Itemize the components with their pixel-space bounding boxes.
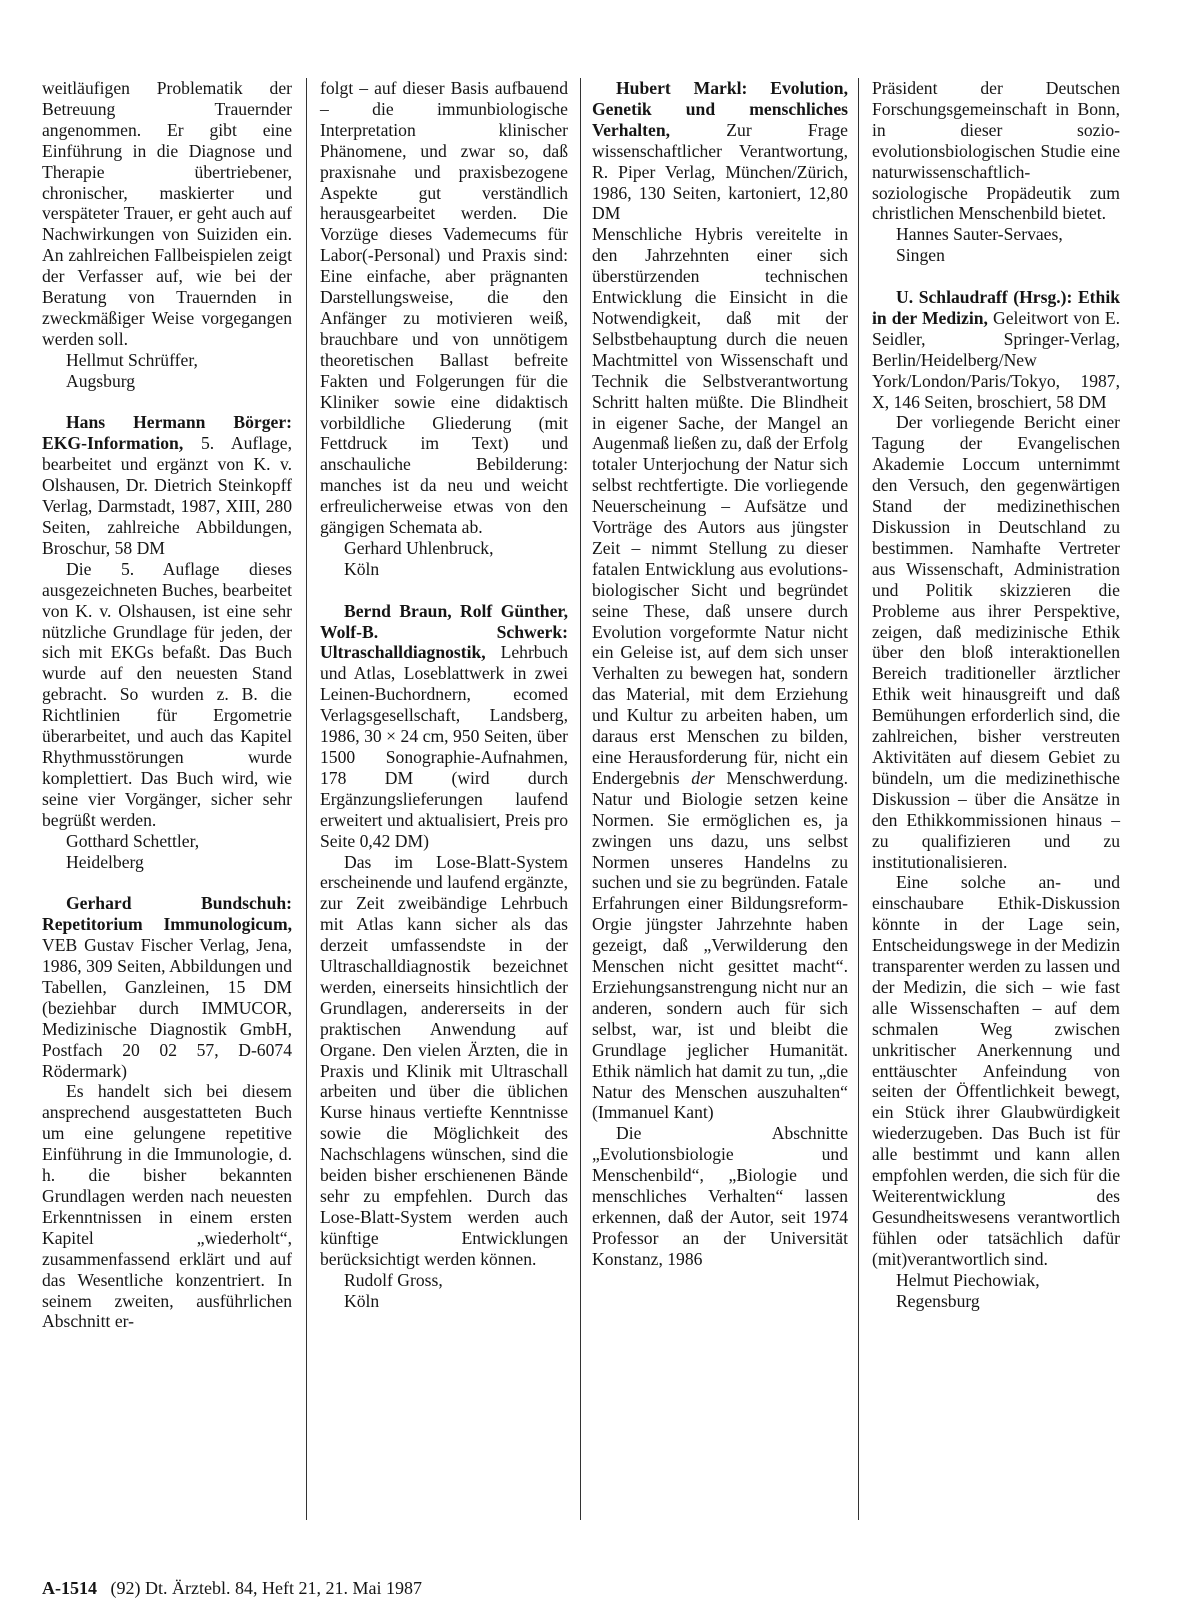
- review-heading: [320, 601, 568, 852]
- reviewer-city: Augsburg: [66, 370, 136, 391]
- book-title: Hans Hermann Börger: EKG-Information,: [42, 412, 292, 454]
- review-text-part: Menschliche Hybris vereitelte in den Jahrzehnten einer sich überstürzenden technischen Entwicklung die Einsicht in die Notwendigkeit, daß mit der Selbstbehauptung durch die neuen Machtmittel von Wissenschaft und Technik die Selbstverantwortung Schritt halten müßte. Die Blindheit in eigener Sache, der Mangel an Augenmaß ließen zu, daß der Erfolg totaler Unterjochung der Natur sich selbst rechtfertigte. Die vorliegende Neuerscheinung – Aufsätze und Vorträge des Autors aus jüngster Zeit – nimmt Stellung zu dieser fatalen Entwicklung aus evolutions-biologischer Sicht und begründet seine These, daß unsere durch Evolution vorgeformte Natur nicht ein Geleise ist, auf dem sich unser Verhalten zu bewegen hat, sondern das Material, mit dem Erziehung und Kultur zu arbeiten haben, um daraus erst Menschen zu bilden, eine Herausforderung für, nicht ein Endergebnis: [592, 224, 848, 788]
- reviewer-name: Rudolf Gross,: [344, 1269, 443, 1290]
- review-text: Das im Lose-Blatt-System erscheinende und laufend ergänzte, zur Zeit zweibändige Lehrbuch mit Atlas kann sicher als das derzeit umfassendste in der Ultraschalldiagnostik bezeichnet werden, einerseits hinsichtlich der Grundlagen, andererseits in der praktischen Anwendung auf Organe. Den vielen Ärzten, die in Praxis und Klinik mit Ultraschall arbeiten und über die üblichen Kurse hinaus vertiefte Kenntnisse sowie die Möglichkeit des Nachschlagens wünschen, sind die beiden bisher erschienenen Bände sehr zu empfehlen. Durch das Lose-Blatt-System werden auch künftige Entwicklungen berücksichtigt werden können.: [320, 851, 568, 1269]
- column-rule: [858, 78, 859, 1520]
- reviewer-name: Hellmut Schrüffer,: [66, 349, 198, 370]
- column-1: [42, 78, 292, 1332]
- book-details: Zur Frage wissenschaftlicher Verantwortung, R. Piper Verlag, München/Zürich, 1986, 130 Seiten, kartoniert, 12,80 DM: [592, 119, 848, 224]
- review-text: folgt – auf dieser Basis aufbauend – die immunbiologische Interpretation klinischer Phänomene, und zwar so, daß praxisnahe und praxisbezogene Aspekte gut verständlich herausgearbeitet werden. Die Vorzüge dieses Vademecums für Labor(-Personal) und Praxis sind: Eine einfache, aber prägnanten Darstellungsweise, die den Anfänger zu motivieren weiß, brauchbare und von unnötigem theoretischen Ballast befreite Fakten und Folgerungen für die Kliniker sowie eine didaktisch vorbildliche Gliederung (mit Fettdruck im Text) und anschauliche Bebilderung: manches ist da neu und weicht erfreulicherweise etwas von den gängigen Schemata ab.: [320, 78, 568, 538]
- reviewer-city: Singen: [896, 245, 945, 266]
- review-heading: [42, 893, 292, 1081]
- reviewer-city: Köln: [344, 1290, 380, 1311]
- review-text: weitläufigen Problematik der Betreuung Trauernder angenommen. Er gibt eine Einführung in die Diagnose und Therapie übertriebener, chronischer, maskierter und verspäteter Trauer, er geht auch auf Nachwirkungen von Suiziden ein. An zahlreichen Fallbeispielen zeigt der Verfasser auf, wie bei der Beratung von Trauernden in zweckmäßiger Weise vorgegangen werden soll.: [42, 78, 292, 349]
- review-text: Der vorliegende Bericht einer Tagung der Evangelischen Akademie Loccum unternimmt den Versuch, den gegenwärtigen Stand der medizinethischen Diskussion in Deutschland zu bestimmen. Namhafte Vertreter aus Wissenschaft, Administration und Politik skizzieren die Probleme aus ihrer Perspektive, zeigen, daß medizinische Ethik über den bloß interaktionellen Bereich traditioneller ärztlicher Ethik weit hinausgreift und daß Bemühungen erforderlich sind, die zahlreichen, bisher verstreuten Aktivitäten auf diesem Gebiet zu bündeln, um die medizinethische Diskussion – über die Ansätze in den Ethikkommissionen hinaus – zu qualifizieren und zu institutionalisieren.: [872, 412, 1120, 872]
- reviewer-city: Heidelberg: [66, 851, 144, 872]
- book-details: Geleitwort von E. Seidler, Springer-Verlag, Berlin/Heidelberg/New York/London/Paris/Tokyo, 1987, X, 146 Seiten, broschiert, 58 DM: [872, 307, 1121, 412]
- review-text: Es handelt sich bei diesem ansprechend ausgestatteten Buch um eine gelungene repetitive Einführung in die Immunologie, d. h. die bisher bekannten Grundlagen werden nach neuesten Erkenntnissen in einem ersten Kapitel „wiederholt“, zusammenfassend erklärt und auf das Wesentliche konzentriert. In seinem zweiten, ausführlichen Abschnitt er-: [42, 1081, 292, 1332]
- reviewer-city: Köln: [344, 558, 380, 579]
- reviewer-name: Helmut Piechowiak,: [896, 1269, 1040, 1290]
- page-footer: [42, 1578, 422, 1599]
- column-3: [592, 78, 848, 1270]
- review-text-italic: der: [691, 767, 715, 788]
- review-text-part: Menschwerdung. Natur und Biologie setzen keine Normen. Sie ermöglichen es, ja zwingen uns dazu, uns selbst Normen unseres Handelns zu suchen und sie zu begründen. Fatale Erfahrungen einer Bildungsreform-Orgie jüngster Jahrzehnte haben gezeigt, daß „Verwilderung den Menschen nicht gesittet macht“. Erziehungsanstrengung nicht nur an anderen, sondern auch für sich selbst, war, ist und bleibt die Grundlage jeglicher Humanität. Ethik nämlich hat damit zu tun, „die Natur des Menschen auszuhalten“ (Immanuel Kant): [592, 767, 849, 1123]
- reviewer-name: Hannes Sauter-Servaes,: [896, 224, 1063, 245]
- review-heading: [592, 78, 848, 224]
- review-text: Die 5. Auflage dieses ausgezeichneten Buches, bearbeitet von K. v. Olshausen, ist eine sehr nützliche Grundlage für jeden, der sich mit EKGs befaßt. Das Buch wurde auf den neuesten Stand gebracht. So wurden z. B. die Richtlinien für Ergometrie überarbeitet, und auch das Kapitel Rhythmusstörungen wurde komplettiert. Das Buch wird, wie seine vier Vorgänger, sicher sehr begrüßt werden.: [42, 558, 292, 830]
- book-title: Gerhard Bundschuh: Repetitorium Immunologicum,: [42, 893, 292, 935]
- review-text: Präsident der Deutschen Forschungsgemeinschaft in Bonn, in dieser sozio-evolutionsbiologischen Studie eine naturwissenschaftlich-soziologische Propädeutik zum christlichen Menschenbild bietet.: [872, 78, 1120, 224]
- book-details: 5. Auflage, bearbeitet und ergänzt von K. v. Olshausen, Dr. Dietrich Steinkopff Verlag, Darmstadt, 1987, XIII, 280 Seiten, zahlreiche Abbildungen, Broschur, 58 DM: [42, 433, 292, 558]
- reviewer-city: Regensburg: [896, 1290, 980, 1311]
- review-heading: [872, 287, 1120, 412]
- book-details: VEB Gustav Fischer Verlag, Jena, 1986, 309 Seiten, Abbildungen und Tabellen, Ganzleinen, 15 DM (beziehbar durch IMMUCOR, Medizinische Diagnostik GmbH, Postfach 20 02 57, D-6074 Rödermark): [42, 935, 292, 1081]
- column-rule: [580, 78, 581, 1520]
- book-title: Hubert Markl: Evolution, Genetik und menschliches Verhalten,: [592, 78, 848, 140]
- reviewer-name: Gerhard Uhlenbruck,: [344, 537, 494, 558]
- review-text: Die Abschnitte „Evolutionsbiologie und Menschenbild“, „Biologie und menschliches Verhalten“ lassen erkennen, daß der Autor, seit 1974 Professor an der Universität Konstanz, 1986: [592, 1123, 848, 1269]
- column-rule: [306, 78, 307, 1520]
- book-details: Lehrbuch und Atlas, Loseblattwerk in zwei Leinen-Buchordnern, ecomed Verlagsgesellschaft, Landsberg, 1986, 30 × 24 cm, 950 Seiten, über 1500 Sonographie-Aufnahmen, 178 DM (wird durch Ergänzungslieferungen laufend erweitert und aktualisiert, Preis pro Seite 0,42 DM): [320, 642, 568, 851]
- book-title: U. Schlaudraff (Hrsg.): Ethik in der Medizin,: [872, 287, 1120, 328]
- review-text: Eine solche an- und einschaubare Ethik-Diskussion könnte in der Lage sein, Entscheidungswege in der Medizin transparenter werden zu lassen und der Medizin, die sich – wie fast alle Wissenschaften – auf dem schmalen Weg zwischen unkritischer Anerkennung und enttäuschter Anfeindung von seiten der Öffentlichkeit bewegt, ein Stück ihrer Glaubwürdigkeit wiederzugeben. Das Buch ist für alle bestimmt und kann allen empfohlen werden, die sich für die Weiterentwicklung des Gesundheitswesens verantwortlich fühlen oder tatsächlich dafür (mit)verantwortlich sind.: [872, 872, 1120, 1269]
- column-4: [872, 78, 1120, 1311]
- column-2: [320, 78, 568, 1311]
- reviewer-name: Gotthard Schettler,: [66, 830, 200, 851]
- review-text: [592, 224, 848, 1123]
- page-number: A-1514: [42, 1578, 97, 1598]
- book-title: Bernd Braun, Rolf Günther, Wolf-B. Schwerk: Ultraschalldiagnostik,: [320, 600, 568, 663]
- review-heading: [42, 412, 292, 558]
- journal-citation: (92) Dt. Ärztebl. 84, Heft 21, 21. Mai 1987: [110, 1578, 422, 1598]
